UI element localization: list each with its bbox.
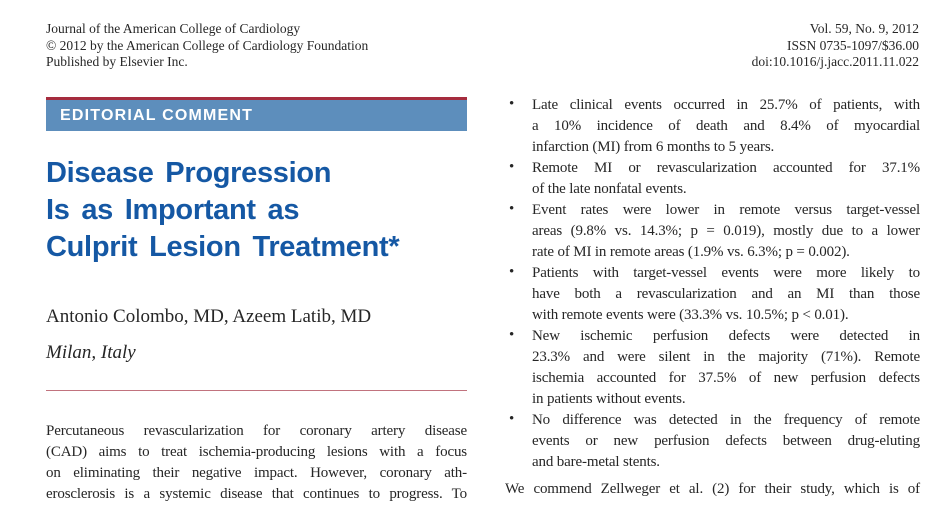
bullet-icon: • [509, 159, 515, 175]
volume-line: Vol. 59, No. 9, 2012 [809, 21, 919, 36]
title-line: Is as Important as [46, 194, 300, 226]
bullet-icon: • [509, 96, 515, 112]
intro-line: on eliminating their negative impact. However, coronary ath- [46, 465, 467, 481]
section-divider [46, 390, 467, 391]
bullet-text-line: Late clinical events occurred in 25.7% of patients, with [532, 97, 920, 113]
bullet-text-line: areas (9.8% vs. 14.3%; p = 0.019), mostly due to a lower [532, 223, 920, 239]
intro-line: Percutaneous revascularization for coronary artery disease [46, 423, 467, 439]
copyright-line: © 2012 by the American College of Cardiology Foundation [46, 37, 369, 53]
bullet-text-line: a 10% incidence of death and 8.4% of myocardial [532, 118, 920, 134]
bullet-text-line: Event rates were lower in remote versus target-vessel [532, 202, 920, 218]
bullet-text-line: in patients without events. [532, 391, 686, 407]
list-item [505, 158, 920, 200]
article-title [46, 155, 467, 266]
issue-info [752, 21, 919, 71]
list-item [505, 410, 920, 473]
bullet-text-line: events or new perfusion defects between drug-eluting [532, 433, 920, 449]
key-points-list [505, 95, 920, 473]
bullet-icon: • [509, 327, 515, 343]
article-head-column [46, 97, 467, 505]
title-line: Culprit Lesion Treatment* [46, 231, 400, 263]
bullet-icon: • [509, 264, 515, 280]
highlights-column [505, 95, 920, 500]
bullet-text-line: rate of MI in remote areas (1.9% vs. 6.3%; p = 0.002). [532, 244, 850, 260]
next-paragraph-start: We commend Zellweger et al. (2) for their study, which is of [505, 481, 920, 497]
banner-label: EDITORIAL COMMENT [60, 106, 254, 124]
bullet-text-line: of the late nonfatal events. [532, 181, 687, 197]
editorial-comment-banner [46, 97, 467, 131]
bullet-text-line: have both a revascularization and an MI than those [532, 286, 920, 302]
bullet-icon: • [509, 201, 515, 217]
bullet-text-line: No difference was detected in the frequency of remote [532, 412, 920, 428]
journal-imprint [46, 21, 368, 71]
bullet-text-line: infarction (MI) from 6 months to 5 years. [532, 139, 775, 155]
bullet-text-line: Remote MI or revascularization accounted for 37.1% [532, 160, 920, 176]
list-item [505, 263, 920, 326]
title-line: Disease Progression [46, 157, 332, 189]
intro-line: erosclerosis is a systemic disease that continues to progress. To [46, 486, 467, 502]
bullet-text-line: ischemia accounted for 37.5% of new perfusion defects [532, 370, 920, 386]
publisher-line: Published by Elsevier Inc. [46, 54, 188, 69]
issn-line: ISSN 0735-1097/$36.00 [786, 37, 919, 53]
list-item [505, 200, 920, 263]
bullet-text-line: 23.3% and were silent in the majority (71%). Remote [532, 349, 920, 365]
author-affiliation: Milan, Italy [46, 342, 136, 363]
list-item [505, 95, 920, 158]
bullet-text-line: and bare-metal stents. [532, 454, 660, 470]
bullet-text-line: Patients with target-vessel events were more likely to [532, 265, 920, 281]
author-names: Antonio Colombo, MD, Azeem Latib, MD [46, 306, 372, 327]
list-item [505, 326, 920, 410]
bullet-icon: • [509, 411, 515, 427]
journal-name: Journal of the American College of Cardiology [46, 21, 301, 36]
doi-line: doi:10.1016/j.jacc.2011.11.022 [751, 54, 919, 69]
bullet-text-line: with remote events were (33.3% vs. 10.5%; p < 0.01). [532, 307, 849, 323]
bullet-text-line: New ischemic perfusion defects were detected in [532, 328, 920, 344]
intro-paragraph [46, 421, 467, 505]
intro-line: (CAD) aims to treat ischemia-producing lesions with a focus [46, 444, 467, 460]
